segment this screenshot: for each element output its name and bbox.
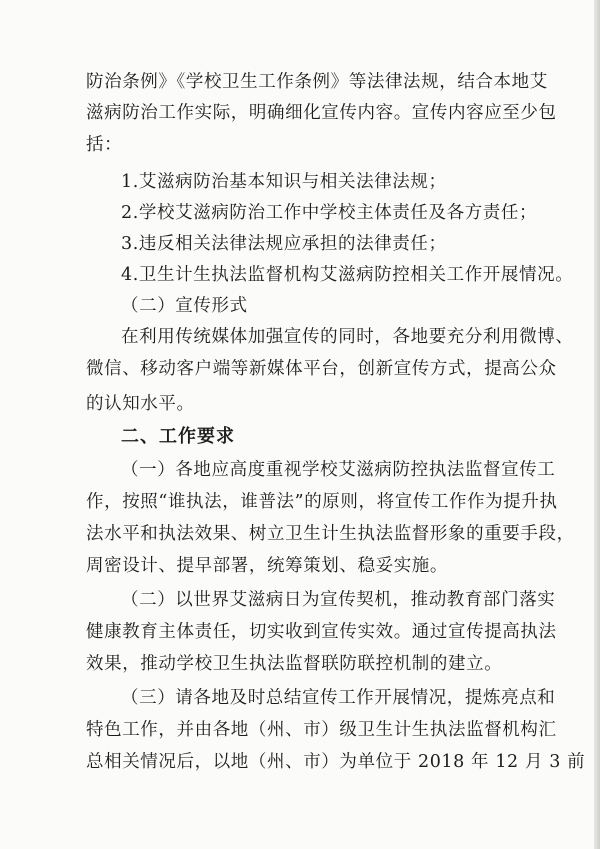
form-paragraph-line-1: 在利用传统媒体加强宣传的同时，各地要充分利用微博、 bbox=[121, 327, 574, 347]
req2-line-2: 健康教育主体责任，切实收到宣传实效。通过宣传提高执法 bbox=[86, 622, 557, 642]
intro-line-1: 防治条例》《学校卫生工作条例》等法律法规，结合本地艾 bbox=[86, 72, 548, 92]
req3-line-1: （三）请各地及时总结宣传工作开展情况，提炼亮点和 bbox=[121, 688, 556, 708]
form-paragraph-line-3: 的认知水平。 bbox=[86, 394, 195, 414]
intro-line-3: 括： bbox=[86, 135, 123, 155]
content-item-2: 2.学校艾滋病防治工作中学校主体责任及各方责任； bbox=[121, 203, 538, 223]
req1-line-1: （一）各地应高度重视学校艾滋病防控执法监督宣传工 bbox=[121, 460, 556, 480]
scan-page-edge bbox=[594, 0, 600, 849]
content-item-4: 4.卫生计生执法监督机构艾滋病防控相关工作开展情况。 bbox=[121, 265, 574, 285]
subheading-publicity-form: （二）宣传形式 bbox=[121, 296, 248, 316]
req3-line-3: 总相关情况后，以地（州、市）为单位于 2018 年 12 月 3 前 bbox=[86, 752, 586, 772]
req2-line-1: （二）以世界艾滋病日为宣传契机，推动教育部门落实 bbox=[121, 590, 556, 610]
content-item-1: 1.艾滋病防治基本知识与相关法律法规； bbox=[121, 172, 447, 192]
req1-line-2: 作，按照“谁执法，谁普法”的原则，将宣传工作作为提升执 bbox=[86, 492, 558, 512]
section-heading-work-requirements: 二、工作要求 bbox=[121, 426, 235, 447]
content-item-3: 3.违反相关法律法规应承担的法律责任； bbox=[121, 234, 447, 254]
form-paragraph-line-2: 微信、移动客户端等新媒体平台，创新宣传方式，提高公众 bbox=[86, 359, 557, 379]
req3-line-2: 特色工作，并由各地（州、市）级卫生计生执法监督机构汇 bbox=[86, 720, 557, 740]
req2-line-3: 效果，推动学校卫生执法监督联防联控机制的建立。 bbox=[86, 654, 503, 674]
req1-line-3: 法水平和执法效果、树立卫生计生执法监督形象的重要手段， bbox=[86, 524, 575, 544]
req1-line-4: 周密设计、提早部署，统筹策划、稳妥实施。 bbox=[86, 556, 448, 576]
intro-line-2: 滋病防治工作实际，明确细化宣传内容。宣传内容应至少包 bbox=[86, 103, 557, 123]
